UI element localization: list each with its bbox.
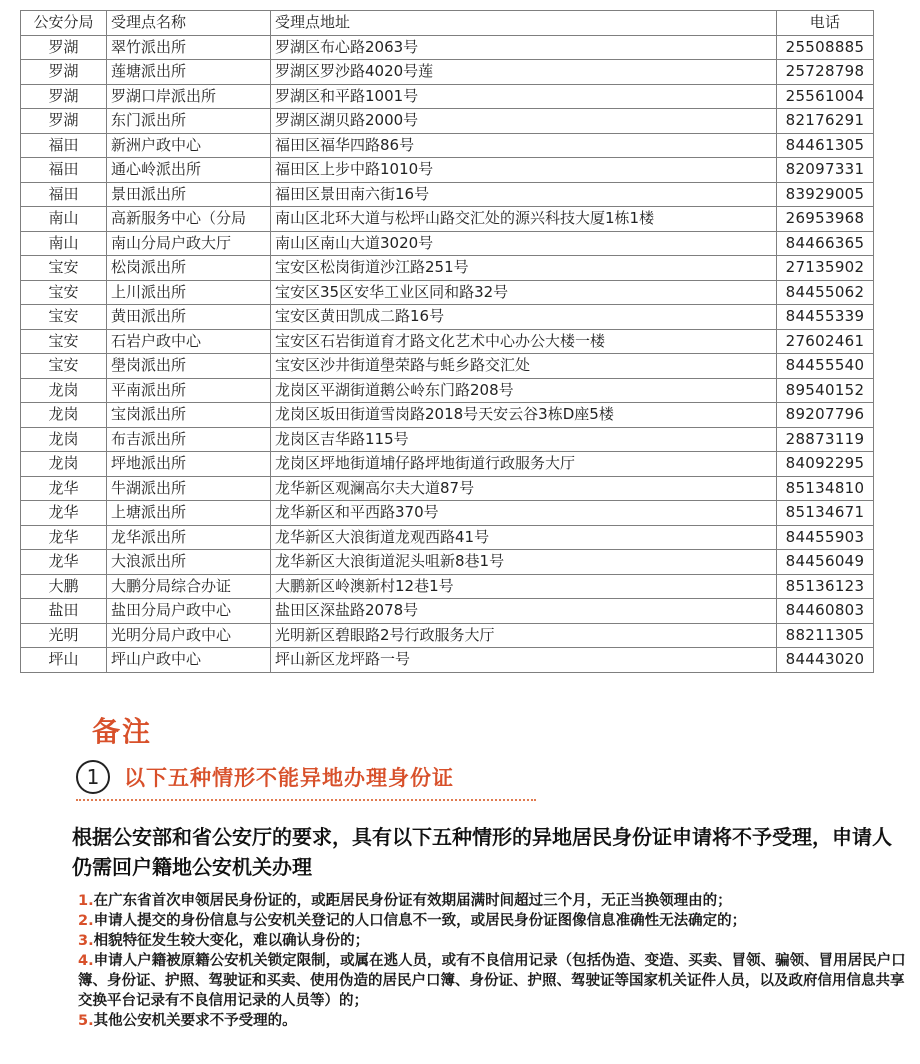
cell-phone: 84455062 [777,280,874,305]
cell-address: 宝安区35区安华工业区同和路32号 [271,280,777,305]
table-row [21,305,874,330]
cell-district: 龙岗 [21,403,107,428]
cell-district: 龙岗 [21,378,107,403]
cell-station-name: 宝岗派出所 [107,403,271,428]
cell-station-name: 松岗派出所 [107,256,271,281]
cell-station-name: 景田派出所 [107,182,271,207]
rule-number: 4. [78,953,94,969]
cell-phone: 27135902 [777,256,874,281]
cell-station-name: 上塘派出所 [107,501,271,526]
rules-list [78,891,912,1031]
table-row [21,452,874,477]
cell-address: 大鹏新区岭澳新村12巷1号 [271,574,777,599]
cell-district: 罗湖 [21,109,107,134]
table-row [21,280,874,305]
rule-number: 3. [78,933,94,949]
cell-address: 光明新区碧眼路2号行政服务大厅 [271,623,777,648]
table-row [21,256,874,281]
cell-district: 龙岗 [21,452,107,477]
police-station-table-container [20,10,873,673]
header-station-name: 受理点名称 [107,11,271,36]
cell-station-name: 新洲户政中心 [107,133,271,158]
cell-district: 光明 [21,623,107,648]
cell-district: 龙华 [21,476,107,501]
table-row [21,182,874,207]
cell-address: 坪山新区龙坪路一号 [271,648,777,673]
rule-item [78,911,912,931]
cell-address: 龙岗区平湖街道鹅公岭东门路208号 [271,378,777,403]
cell-phone: 84455903 [777,525,874,550]
cell-station-name: 坪地派出所 [107,452,271,477]
table-row [21,84,874,109]
cell-phone: 84456049 [777,550,874,575]
table-row [21,623,874,648]
cell-address: 福田区福华四路86号 [271,133,777,158]
table-body [21,35,874,672]
section-number-circle: 1 [76,760,110,794]
cell-phone: 82176291 [777,109,874,134]
cell-station-name: 黄田派出所 [107,305,271,330]
table-row [21,231,874,256]
section-divider [76,799,536,801]
cell-phone: 89207796 [777,403,874,428]
cell-address: 宝安区松岗街道沙江路251号 [271,256,777,281]
cell-address: 罗湖区布心路2063号 [271,35,777,60]
cell-phone: 84461305 [777,133,874,158]
table-row [21,403,874,428]
police-station-table [20,10,874,673]
cell-station-name: 坪山户政中心 [107,648,271,673]
table-row [21,207,874,232]
cell-address: 龙岗区坪地街道埔仔路坪地街道行政服务大厅 [271,452,777,477]
cell-phone: 85134671 [777,501,874,526]
cell-address: 龙岗区坂田街道雪岗路2018号天安云谷3栋D座5楼 [271,403,777,428]
section-heading [76,760,454,794]
rule-text: 申请人户籍被原籍公安机关锁定限制，或属在逃人员，或有不良信用记录（包括伪造、变造、买卖、冒领、骗领、冒用居民户口簿、身份证、护照、驾驶证和买卖、使用伪造的居民户口簿、身份证、护照、驾驶证等国家机关证件人员，以及政府信用信息共享交换平台记录有不良信用记录的人员等）的； [78,953,906,1009]
intro-paragraph: 根据公安部和省公安厅的要求，具有以下五种情形的异地居民身份证申请将不予受理，申请人仍需回户籍地公安机关办理 [72,825,892,879]
rule-text: 其他公安机关要求不予受理的。 [93,1013,297,1029]
cell-station-name: 高新服务中心（分局 [107,207,271,232]
cell-district: 宝安 [21,329,107,354]
cell-district: 龙岗 [21,427,107,452]
cell-address: 龙华新区大浪街道龙观西路41号 [271,525,777,550]
cell-phone: 89540152 [777,378,874,403]
rule-text: 申请人提交的身份信息与公安机关登记的人口信息不一致，或居民身份证图像信息准确性无法确定的； [93,913,747,929]
table-row [21,354,874,379]
cell-district: 宝安 [21,354,107,379]
cell-district: 罗湖 [21,84,107,109]
cell-phone: 84455540 [777,354,874,379]
cell-district: 龙华 [21,525,107,550]
cell-station-name: 龙华派出所 [107,525,271,550]
cell-station-name: 牛湖派出所 [107,476,271,501]
cell-phone: 85134810 [777,476,874,501]
table-header-row [21,11,874,36]
cell-address: 南山区北环大道与松坪山路交汇处的源兴科技大厦1栋1楼 [271,207,777,232]
cell-district: 罗湖 [21,35,107,60]
cell-address: 宝安区石岩街道育才路文化艺术中心办公大楼一楼 [271,329,777,354]
table-row [21,476,874,501]
cell-address: 龙华新区观澜高尔夫大道87号 [271,476,777,501]
cell-phone: 85136123 [777,574,874,599]
table-row [21,35,874,60]
cell-district: 南山 [21,231,107,256]
cell-address: 福田区上步中路1010号 [271,158,777,183]
cell-address: 龙岗区吉华路115号 [271,427,777,452]
table-row [21,501,874,526]
cell-phone: 84460803 [777,599,874,624]
cell-station-name: 大鹏分局综合办证 [107,574,271,599]
rule-item [78,891,912,911]
cell-district: 龙华 [21,501,107,526]
notes-title: 备注 [92,715,153,748]
rule-item [78,951,912,1011]
table-row [21,648,874,673]
cell-district: 宝安 [21,256,107,281]
cell-station-name: 布吉派出所 [107,427,271,452]
rule-item [78,931,912,951]
cell-phone: 27602461 [777,329,874,354]
cell-address: 盐田区深盐路2078号 [271,599,777,624]
rule-text: 在广东省首次申领居民身份证的，或距居民身份证有效期届满时间超过三个月，无正当换领理由的； [93,893,732,909]
cell-phone: 82097331 [777,158,874,183]
cell-address: 宝安区沙井街道壆荣路与蚝乡路交汇处 [271,354,777,379]
table-row [21,109,874,134]
cell-district: 宝安 [21,305,107,330]
cell-district: 大鹏 [21,574,107,599]
rule-number: 1. [78,893,94,909]
cell-phone: 26953968 [777,207,874,232]
table-row [21,599,874,624]
cell-district: 宝安 [21,280,107,305]
table-row [21,427,874,452]
cell-address: 龙华新区大浪街道泥头咀新8巷1号 [271,550,777,575]
rule-text: 相貌特征发生较大变化，难以确认身份的； [93,933,370,949]
header-phone: 电话 [777,11,874,36]
rule-number: 5. [78,1013,94,1029]
table-row [21,574,874,599]
table-row [21,133,874,158]
table-row [21,550,874,575]
cell-station-name: 通心岭派出所 [107,158,271,183]
cell-district: 龙华 [21,550,107,575]
cell-station-name: 光明分局户政中心 [107,623,271,648]
rule-item [78,1011,912,1031]
cell-district: 福田 [21,158,107,183]
cell-station-name: 南山分局户政大厅 [107,231,271,256]
cell-address: 罗湖区湖贝路2000号 [271,109,777,134]
cell-address: 罗湖区罗沙路4020号莲 [271,60,777,85]
cell-station-name: 翠竹派出所 [107,35,271,60]
table-row [21,158,874,183]
cell-phone: 83929005 [777,182,874,207]
section-title: 以下五种情形不能异地办理身份证 [124,766,454,790]
cell-phone: 25508885 [777,35,874,60]
cell-station-name: 莲塘派出所 [107,60,271,85]
cell-address: 宝安区黄田凯成二路16号 [271,305,777,330]
cell-phone: 25561004 [777,84,874,109]
cell-station-name: 东门派出所 [107,109,271,134]
cell-phone: 84455339 [777,305,874,330]
cell-district: 坪山 [21,648,107,673]
cell-address: 罗湖区和平路1001号 [271,84,777,109]
cell-station-name: 石岩户政中心 [107,329,271,354]
cell-station-name: 壆岗派出所 [107,354,271,379]
table-row [21,60,874,85]
cell-station-name: 盐田分局户政中心 [107,599,271,624]
header-address: 受理点地址 [271,11,777,36]
cell-phone: 88211305 [777,623,874,648]
cell-phone: 84443020 [777,648,874,673]
cell-phone: 84092295 [777,452,874,477]
cell-district: 罗湖 [21,60,107,85]
cell-district: 福田 [21,133,107,158]
cell-phone: 28873119 [777,427,874,452]
cell-station-name: 大浪派出所 [107,550,271,575]
cell-address: 南山区南山大道3020号 [271,231,777,256]
cell-phone: 25728798 [777,60,874,85]
cell-station-name: 上川派出所 [107,280,271,305]
cell-address: 福田区景田南六街16号 [271,182,777,207]
table-row [21,329,874,354]
header-district: 公安分局 [21,11,107,36]
cell-district: 福田 [21,182,107,207]
cell-district: 盐田 [21,599,107,624]
cell-station-name: 罗湖口岸派出所 [107,84,271,109]
table-row [21,525,874,550]
cell-phone: 84466365 [777,231,874,256]
rule-number: 2. [78,913,94,929]
cell-district: 南山 [21,207,107,232]
cell-address: 龙华新区和平西路370号 [271,501,777,526]
table-row [21,378,874,403]
cell-station-name: 平南派出所 [107,378,271,403]
